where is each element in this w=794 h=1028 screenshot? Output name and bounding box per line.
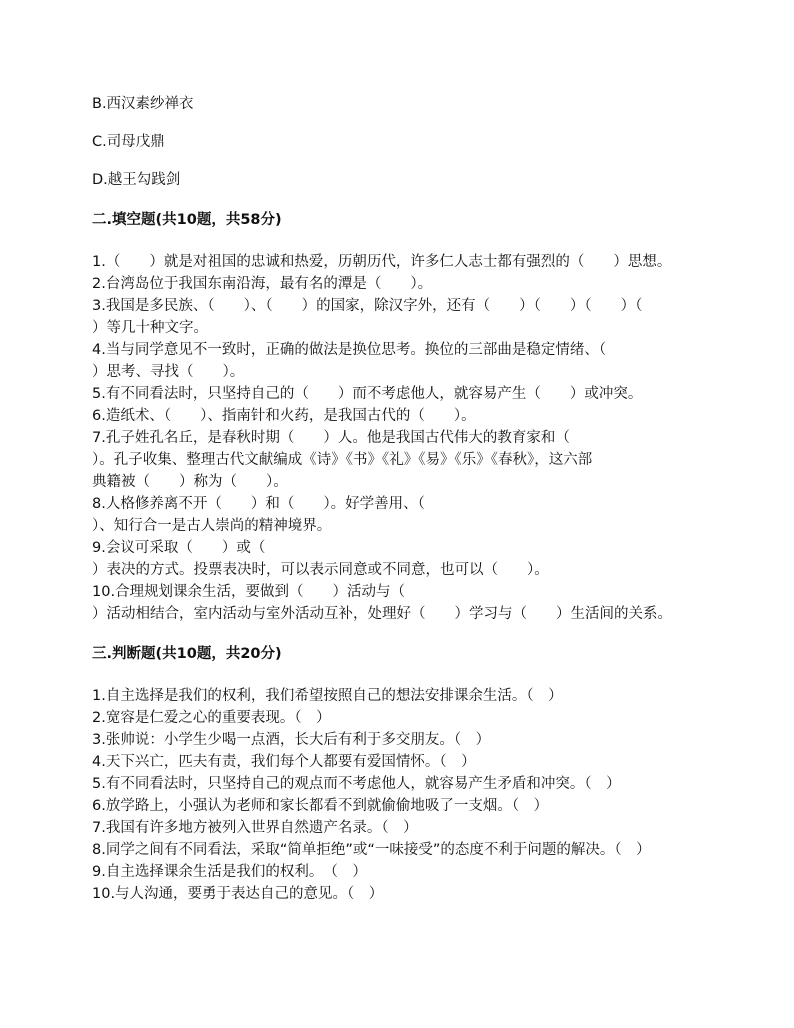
fill-blank-line: ）表决的方式。投票表决时，可以表示同意或不同意，也可以（ ）。	[92, 562, 549, 578]
fill-blank-line: 9.会议可采取（ ）或（	[92, 540, 266, 556]
fill-blank-line: 5.有不同看法时，只坚持自己的（ ）而不考虑他人，就容易产生（ ）或冲突。	[92, 386, 643, 402]
fill-blank-line: 8.人格修养离不开（ ）和（ ）。好学善用、（	[92, 496, 425, 512]
fill-blank-line: 10.合理规划课余生活，要做到（ ）活动与（	[92, 584, 406, 600]
judgement-line: 5.有不同看法时，只坚持自己的观点而不考虑他人，就容易产生矛盾和冲突。（ ）	[92, 776, 621, 792]
judgement-line: 10.与人沟通，要勇于表达自己的意见。（ ）	[92, 886, 384, 902]
judgement-line: 1.自主选择是我们的权利，我们希望按照自己的想法安排课余生活。（ ）	[92, 688, 563, 704]
judgement-line: 7.我国有许多地方被列入世界自然遗产名录。（ ）	[92, 820, 418, 836]
judgement-line: 4.天下兴亡，匹夫有责，我们每个人都要有爱国情怀。（ ）	[92, 754, 476, 770]
section-3-title: 三.判断题(共10题，共20分)	[92, 646, 282, 662]
judgement-line: 2.宽容是仁爱之心的重要表现。（ ）	[92, 710, 331, 726]
fill-blank-line: 2.台湾岛位于我国东南沿海，最有名的潭是（ ）。	[92, 276, 433, 292]
option-d: D.越王勾践剑	[92, 172, 181, 188]
fill-blank-line: ）活动相结合，室内活动与室外活动互补，处理好（ ）学习与（ ）生活间的关系。	[92, 606, 672, 622]
judgement-line: 9.自主选择课余生活是我们的权利。 （ ）	[92, 864, 367, 880]
fill-blank-line: 典籍被（ ）称为（ ）。	[92, 474, 288, 490]
judgement-line: 3.张帅说：小学生少喝一点酒，长大后有利于多交朋友。（ ）	[92, 732, 491, 748]
fill-blank-line: 7.孔子姓孔名丘，是春秋时期（ ）人。他是我国古代伟大的教育家和（	[92, 430, 570, 446]
section-2-title: 二.填空题(共10题，共58分)	[92, 212, 282, 228]
judgement-line: 6.放学路上，小强认为老师和家长都看不到就偷偷地吸了一支烟。（ ）	[92, 798, 549, 814]
fill-blank-line: 6.造纸术、（ ）、指南针和火药，是我国古代的（ ）。	[92, 408, 476, 424]
fill-blank-line: 3.我国是多民族、（ ）、（ ）的国家，除汉字外，还有（ ）（ ）（ ）（	[92, 298, 643, 314]
fill-blank-line: 4.当与同学意见不一致时，正确的做法是换位思考。换位的三部曲是稳定情绪、（	[92, 342, 607, 358]
fill-blank-line: ）。孔子收集、整理古代文献编成《诗》《书》《礼》《易》《乐》《春秋》，这六部	[92, 452, 593, 468]
fill-blank-line: 1.（ ）就是对祖国的忠诚和热爱，历朝历代，许多仁人志士都有强烈的（ ）思想。	[92, 254, 672, 270]
fill-blank-line: ）、知行合一是古人崇尚的精神境界。	[92, 518, 332, 534]
option-c: C.司母戊鼎	[92, 134, 165, 150]
fill-blank-line: ）思考、寻找（ ）。	[92, 364, 245, 380]
judgement-line: 8.同学之间有不同看法，采取“简单拒绝”或“一味接受”的态度不利于问题的解决。（ ）	[92, 842, 651, 858]
fill-blank-line: ）等几十种文字。	[92, 320, 208, 336]
option-b: B.西汉素纱禅衣	[92, 96, 194, 112]
